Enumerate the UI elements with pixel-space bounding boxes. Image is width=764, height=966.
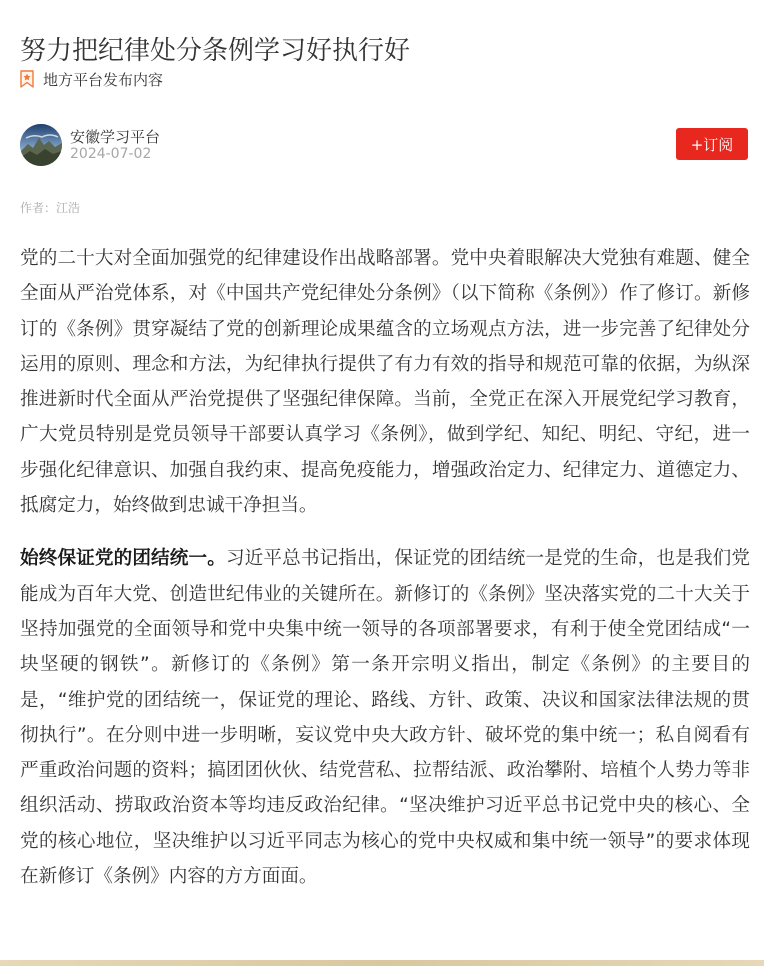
paragraph-unity — [20, 541, 750, 894]
avatar[interactable] — [20, 124, 62, 166]
publisher-name[interactable]: 安徽学习平台 — [70, 128, 161, 146]
article-body — [20, 241, 750, 894]
bottom-edge-strip — [0, 960, 764, 966]
paragraph-intro — [20, 241, 750, 523]
paragraph-unity-lead: 始终保证党的团结统一。 — [20, 548, 226, 570]
author-byline: 作者：江浩 — [20, 201, 81, 215]
publisher-bar — [20, 124, 748, 166]
subscribe-button[interactable]: +订阅 — [676, 128, 748, 160]
publish-date: 2024-07-02 — [70, 146, 152, 162]
source-label: 地方平台发布内容 — [43, 70, 164, 89]
paragraph-unity-text: 习近平总书记指出，保证党的团结统一是党的生命，也是我们党能成为百年大党、创造世纪伟业的关键所在。新修订的《条例》坚决落实党的二十大关于坚持加强党的全面领导和党中央集中统一领导的各项部署要求，有利于使全党团结成“一块坚硬的钢铁”。新修订的《条例》第一条开宗明义指出，制定《条例》的主要目的是，“维护党的团结统一，保证党的理论、路线、方针、政策、决议和国家法律法规的贯彻执行”。在分则中进一步明晰，妄议党中央大政方针、破坏党的集中统一；私自阅看有严重政治问题的资料；搞团团伙伙、结党营私、拉帮结派、政治攀附、培植个人势力等非组织活动、捞取政治资本等均违反政治纪律。“坚决维护习近平总书记党中央的核心、全党的核心地位，坚决维护以习近平同志为核心的党中央权威和集中统一领导”的要求体现在新修订《条例》内容的方方面面。 — [20, 548, 750, 888]
source-tag — [20, 68, 163, 90]
paragraph-intro-text: 党的二十大对全面加强党的纪律建设作出战略部署。党中央着眼解决大党独有难题、健全全面从严治党体系，对《中国共产党纪律处分条例》（以下简称《条例》）作了修订。新修订的《条例》贯穿凝结了党的创新理论成果蕴含的立场观点方法，进一步完善了纪律处分运用的原则、理念和方法，为纪律执行提供了有力有效的指导和规范可靠的依据，为纵深推进新时代全面从严治党提供了坚强纪律保障。当前，全党正在深入开展党纪学习教育，广大党员特别是党员领导干部要认真学习《条例》，做到学纪、知纪、明纪、守纪，进一步强化纪律意识、加强自我约束、提高免疫能力，增强政治定力、纪律定力、道德定力、抵腐定力，始终做到忠诚干净担当。 — [20, 248, 750, 517]
bookmark-icon — [20, 70, 34, 88]
article-title: 努力把纪律处分条例学习好执行好 — [20, 36, 411, 67]
